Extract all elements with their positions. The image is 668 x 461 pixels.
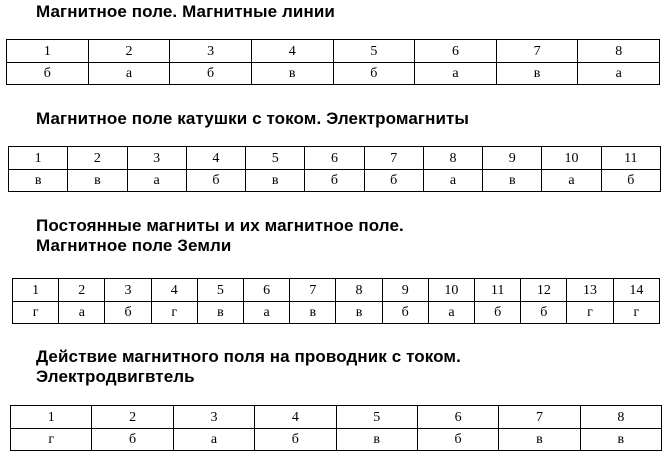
- number-cell: 1: [13, 279, 59, 302]
- number-cell: 6: [415, 40, 497, 63]
- answer-cell: а: [173, 429, 254, 451]
- number-cell: 9: [382, 279, 428, 302]
- number-cell: 8: [423, 147, 482, 170]
- number-cell: 14: [613, 279, 659, 302]
- number-cell: 7: [499, 406, 580, 429]
- number-cell: 4: [186, 147, 245, 170]
- answer-cell: б: [7, 63, 89, 85]
- number-cell: 10: [542, 147, 601, 170]
- section-1-title-line-1: Магнитное поле. Магнитные линии: [36, 2, 335, 21]
- number-cell: 11: [601, 147, 660, 170]
- section-3-title-line-2: Магнитное поле Земли: [36, 236, 232, 255]
- number-cell: 1: [11, 406, 92, 429]
- answer-cell: б: [105, 302, 151, 324]
- number-cell: 7: [290, 279, 336, 302]
- answer-cell: в: [68, 170, 127, 192]
- number-cell: 11: [475, 279, 521, 302]
- answer-cell: а: [428, 302, 474, 324]
- number-cell: 5: [333, 40, 415, 63]
- section-2-title: [36, 109, 469, 129]
- answer-cell: г: [613, 302, 659, 324]
- answer-cell: в: [251, 63, 333, 85]
- answer-cell: а: [542, 170, 601, 192]
- answer-cell: б: [417, 429, 498, 451]
- answer-cell: в: [197, 302, 243, 324]
- answer-cell: б: [186, 170, 245, 192]
- number-cell: 2: [92, 406, 173, 429]
- answer-cell: в: [496, 63, 578, 85]
- number-cell: 2: [59, 279, 105, 302]
- number-cell: 12: [521, 279, 567, 302]
- number-cell: 3: [173, 406, 254, 429]
- number-cell: 5: [197, 279, 243, 302]
- answer-cell: б: [364, 170, 423, 192]
- number-cell: 4: [255, 406, 336, 429]
- number-cell: 2: [68, 147, 127, 170]
- number-cell: 13: [567, 279, 613, 302]
- answer-cell: а: [127, 170, 186, 192]
- answer-cell: а: [59, 302, 105, 324]
- answer-cell: б: [255, 429, 336, 451]
- section-2-title-line-1: Магнитное поле катушки с током. Электромагниты: [36, 109, 470, 128]
- answer-cell: г: [567, 302, 613, 324]
- number-cell: 6: [305, 147, 364, 170]
- number-cell: 6: [244, 279, 290, 302]
- section-4-title: [36, 347, 461, 387]
- number-cell: 3: [170, 40, 252, 63]
- answer-row: [9, 170, 661, 192]
- answer-row: [7, 63, 660, 85]
- number-row: [13, 279, 660, 302]
- number-cell: 3: [127, 147, 186, 170]
- answer-cell: в: [499, 429, 580, 451]
- number-cell: 8: [578, 40, 660, 63]
- answer-cell: г: [11, 429, 92, 451]
- answer-cell: г: [13, 302, 59, 324]
- number-cell: 3: [105, 279, 151, 302]
- answer-row: [13, 302, 660, 324]
- answer-cell: б: [475, 302, 521, 324]
- answer-cell: а: [423, 170, 482, 192]
- section-3-title: [36, 216, 404, 256]
- number-row: [11, 406, 662, 429]
- number-cell: 9: [483, 147, 542, 170]
- answer-cell: в: [336, 302, 382, 324]
- answer-cell: в: [336, 429, 417, 451]
- answer-cell: б: [521, 302, 567, 324]
- number-cell: 1: [7, 40, 89, 63]
- number-cell: 4: [151, 279, 197, 302]
- section-1-title: [36, 2, 335, 22]
- number-cell: 10: [428, 279, 474, 302]
- answer-cell: в: [483, 170, 542, 192]
- number-cell: 2: [88, 40, 170, 63]
- section-4-title-line-1: Действие магнитного поля на проводник с током.: [36, 347, 461, 366]
- number-cell: 5: [336, 406, 417, 429]
- number-cell: 4: [251, 40, 333, 63]
- answer-cell: а: [415, 63, 497, 85]
- answer-cell: б: [333, 63, 415, 85]
- answer-cell: в: [246, 170, 305, 192]
- number-cell: 7: [364, 147, 423, 170]
- section-3-title-line-1: Постоянные магниты и их магнитное поле.: [36, 216, 404, 235]
- number-cell: 7: [496, 40, 578, 63]
- number-cell: 1: [9, 147, 68, 170]
- answer-cell: а: [244, 302, 290, 324]
- answer-cell: б: [382, 302, 428, 324]
- answer-cell: в: [580, 429, 661, 451]
- number-row: [9, 147, 661, 170]
- answer-cell: в: [9, 170, 68, 192]
- section-3-answer-table: [12, 278, 660, 324]
- section-4-title-line-2: Электродвигвтель: [36, 367, 195, 386]
- answer-cell: б: [305, 170, 364, 192]
- section-1-answer-table: [6, 39, 660, 85]
- answer-cell: б: [170, 63, 252, 85]
- section-2-answer-table: [8, 146, 661, 192]
- number-cell: 6: [417, 406, 498, 429]
- number-cell: 8: [580, 406, 661, 429]
- answer-cell: в: [290, 302, 336, 324]
- number-row: [7, 40, 660, 63]
- answer-row: [11, 429, 662, 451]
- answer-cell: б: [601, 170, 660, 192]
- answer-cell: а: [88, 63, 170, 85]
- answer-cell: б: [92, 429, 173, 451]
- section-4-answer-table: [10, 405, 662, 451]
- answer-cell: а: [578, 63, 660, 85]
- number-cell: 8: [336, 279, 382, 302]
- number-cell: 5: [246, 147, 305, 170]
- answer-cell: г: [151, 302, 197, 324]
